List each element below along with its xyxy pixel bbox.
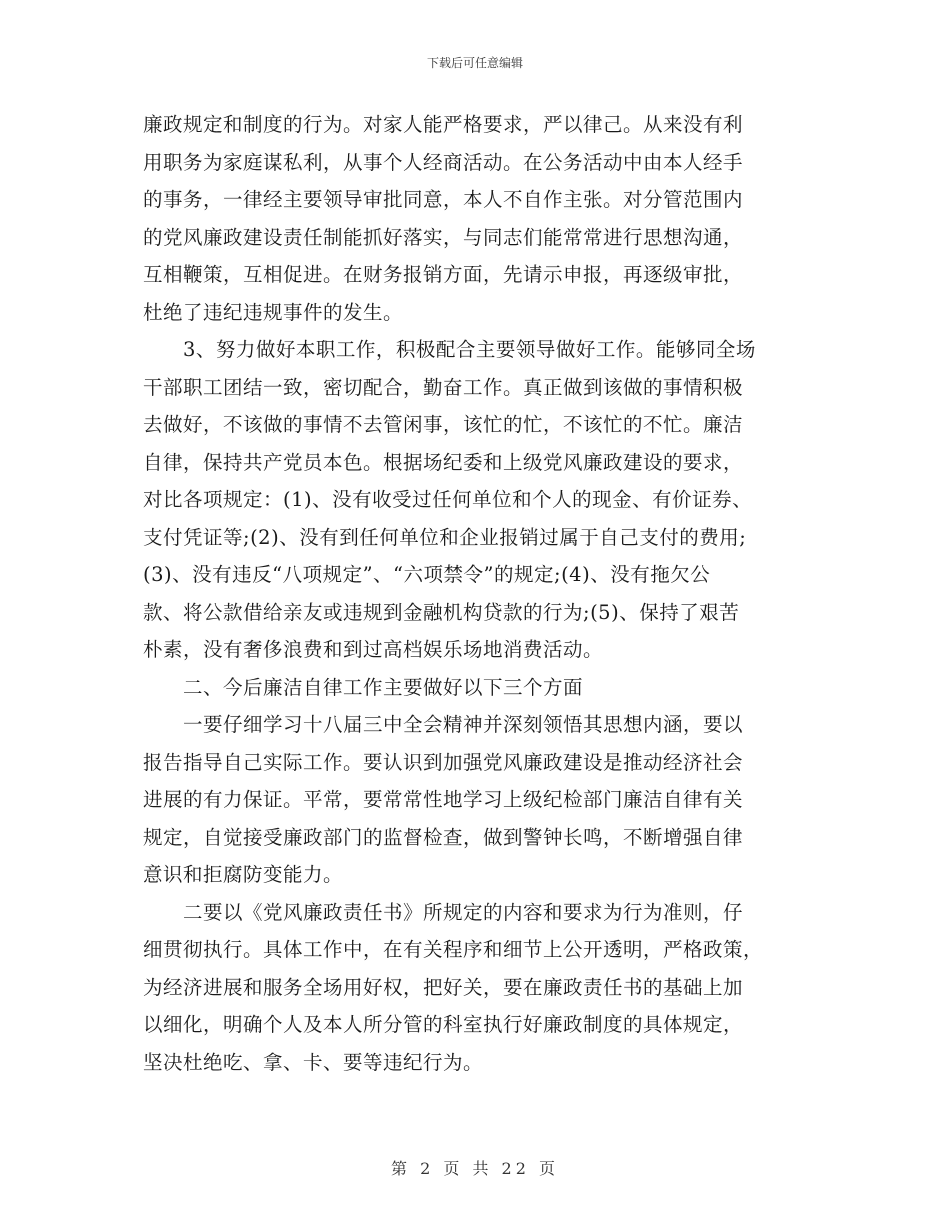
text-line: 对比各项规定：(1)、没有收受过任何单位和个人的现金、有价证券、 (143, 488, 753, 511)
text-line: 款、将公款借给亲友或违规到金融机构贷款的行为;(5)、保持了艰苦 (143, 600, 740, 624)
text-line: 规定，自觉接受廉政部门的监督检查，做到警钟长鸣，不断增强自律 (143, 825, 744, 849)
text-line: 进展的有力保证。平常，要常常性地学习上级纪检部门廉洁自律有关 (143, 788, 744, 811)
document-body (143, 106, 807, 1081)
page-footer: 第 2 页 共 22 页 (391, 1159, 559, 1178)
text-line: 互相鞭策，互相促进。在财务报销方面，先请示申报，再逐级审批， (143, 263, 744, 286)
text-line: 的党风廉政建设责任制能抓好落实，与同志们能常常进行思想沟通， (143, 225, 744, 249)
text-line: 去做好，不该做的事情不去管闲事，该忙的忙，不该忙的不忙。廉洁 (143, 413, 744, 436)
paragraph (143, 331, 807, 669)
page-header: 下载后可任意编辑 (426, 56, 523, 70)
text-line: 干部职工团结一致，密切配合，勤奋工作。真正做到该做的事情积极 (143, 375, 744, 399)
text-line: 坚决杜绝吃、拿、卡、要等违纪行为。 (143, 1050, 484, 1074)
text-line: 3、努力做好本职工作，积极配合主要领导做好工作。能够同全场 (183, 338, 756, 361)
paragraph (143, 706, 807, 894)
text-line: 杜绝了违纪违规事件的发生。 (143, 300, 404, 324)
text-line: 自律，保持共产党员本色。根据场纪委和上级党风廉政建设的要求， (143, 450, 744, 474)
text-line: 二、今后廉洁自律工作主要做好以下三个方面 (183, 675, 584, 699)
paragraph (143, 894, 807, 1082)
text-line: 为经济进展和服务全场用好权，把好关，要在廉政责任书的基础上加 (143, 975, 744, 999)
text-line: 一要仔细学习十八届三中全会精神并深刻领悟其思想内涵，要以 (183, 713, 744, 736)
text-line: 以细化，明确个人及本人所分管的科室执行好廉政制度的具体规定， (143, 1013, 744, 1036)
text-line: 报告指导自己实际工作。要认识到加强党风廉政建设是推动经济社会 (143, 750, 744, 774)
text-line: 支付凭证等;(2)、没有到任何单位和企业报销过属于自己支付的费用; (143, 525, 747, 549)
text-line: 朴素，没有奢侈浪费和到过高档娱乐场地消费活动。 (143, 638, 604, 661)
paragraph (143, 106, 807, 331)
text-line: 廉政规定和制度的行为。对家人能严格要求，严以律己。从来没有利 (143, 113, 744, 136)
text-line: 的事务，一律经主要领导审批同意，本人不自作主张。对分管范围内 (143, 188, 744, 211)
text-line: 二要以《党风廉政责任书》所规定的内容和要求为行为准则，仔 (183, 900, 744, 924)
text-line: (3)、没有违反“八项规定”、“六项禁令”的规定;(4)、没有拖欠公 (143, 563, 711, 586)
text-line: 意识和拒腐防变能力。 (143, 863, 344, 886)
text-line: 用职务为家庭谋私利，从事个人经商活动。在公务活动中由本人经手 (143, 150, 744, 174)
section-heading (143, 669, 807, 707)
text-line: 细贯彻执行。具体工作中，在有关程序和细节上公开透明，严格政策， (143, 938, 764, 961)
